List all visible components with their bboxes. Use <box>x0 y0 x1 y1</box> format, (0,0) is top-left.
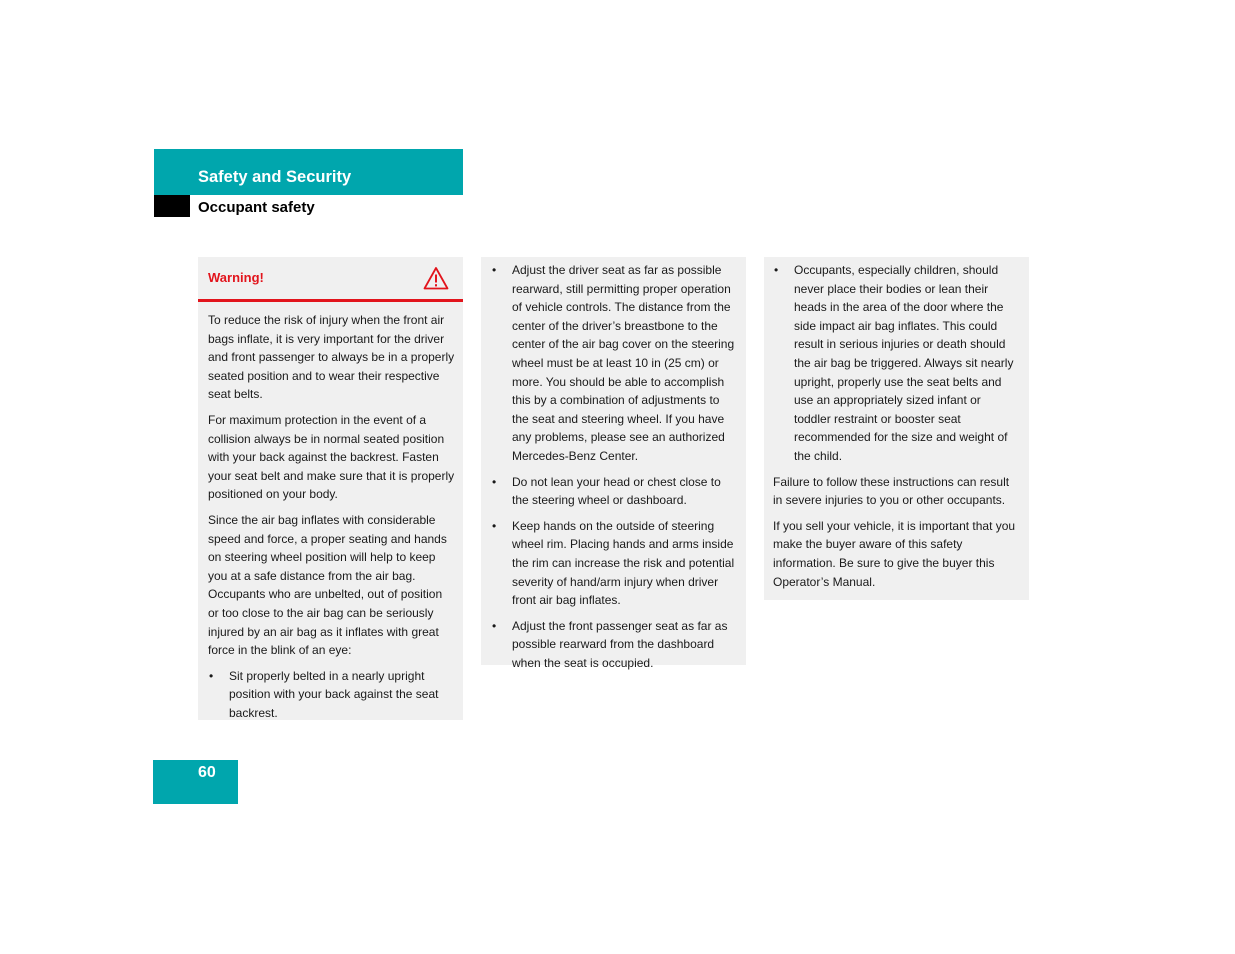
list-item-text: Do not lean your head or chest close to the steering wheel or dashboard. <box>512 474 721 508</box>
warning-paragraph: To reduce the risk of injury when the front air bags inflate, it is very important for the driver and front passenger to always be in a properly seated position and to wear their respective seat belts. <box>208 313 455 402</box>
bullet-icon: • <box>492 618 497 633</box>
page-number: 60 <box>198 764 216 781</box>
warning-box <box>198 257 463 720</box>
subsection-title: Occupant safety <box>198 199 315 216</box>
instructions-column-3 <box>764 257 1029 600</box>
bullet-icon: • <box>492 518 497 533</box>
bullet-list <box>773 261 1019 466</box>
warning-bullet-list <box>208 667 455 723</box>
bullet-list <box>491 261 736 672</box>
subsection-marker <box>154 195 190 217</box>
warning-paragraph: Since the air bag inflates with considerable speed and force, a proper seating and hands on steering wheel position will help to keep you at a safe distance from the air bag. Occupants who are unbelted, out of position or too close to the air bag can be seriously injured by an air bag as it inflates with great force in the blink of an eye: <box>208 512 447 658</box>
warning-triangle-icon <box>423 266 449 290</box>
page-number-box <box>153 760 238 804</box>
bullet-icon: • <box>492 263 497 277</box>
warning-paragraph: For maximum protection in the event of a collision always be in normal seated position with your back against the backrest. Fasten your seat belt and make sure that it is properly positioned on your body. <box>208 412 455 502</box>
list-item <box>491 517 736 610</box>
list-item-text: Keep hands on the outside of steering wheel rim. Placing hands and arms inside the rim can increase the risk and potential severity of hand/arm injury when driver front air bag inflates. <box>512 518 735 608</box>
warning-title: Warning! <box>208 270 264 285</box>
list-item <box>491 261 736 466</box>
body-paragraph: If you sell your vehicle, it is important that you make the buyer aware of this safety information. Be sure to give the buyer this Operator’s Manual. <box>773 518 1016 589</box>
bullet-icon: • <box>492 474 497 489</box>
bullet-icon: • <box>209 668 214 683</box>
list-item <box>773 261 1019 466</box>
list-item <box>491 617 736 673</box>
instructions-column-2 <box>481 257 746 670</box>
body-paragraph: Failure to follow these instructions can result in severe injuries to you or other occupants. <box>773 474 1010 508</box>
list-item-text: Adjust the front passenger seat as far as possible rearward from the dashboard when the seat is occupied. <box>512 618 728 670</box>
list-item <box>208 667 455 723</box>
list-item-text: Adjust the driver seat as far as possible rearward, still permitting proper operation of vehicle controls. The distance from the center of the driver’s breastbone to the center of the air bag cover on the steering wheel must be at least 10 in (25 cm) or more. You should be able to accomplish this by a combination of adjustments to the seat and steering wheel. If you have any problems, please see an authorized Mercedes-Benz Center. <box>512 263 735 463</box>
list-item-text: Occupants, especially children, should never place their bodies or lean their heads in the area of the door where the side impact air bag inflates. This could result in serious injuries or death should the air bag be triggered. Always sit nearly upright, properly use the seat belts and use an appropriately sized infant or toddler restraint or booster seat recommended for the size and weight of the child. <box>794 263 1014 463</box>
list-item-text: Sit properly belted in a nearly upright position with your back against the seat backrest. <box>229 668 439 720</box>
list-item <box>491 473 736 510</box>
section-title: Safety and Security <box>198 168 352 186</box>
warning-header <box>198 257 463 302</box>
bullet-icon: • <box>774 263 779 277</box>
